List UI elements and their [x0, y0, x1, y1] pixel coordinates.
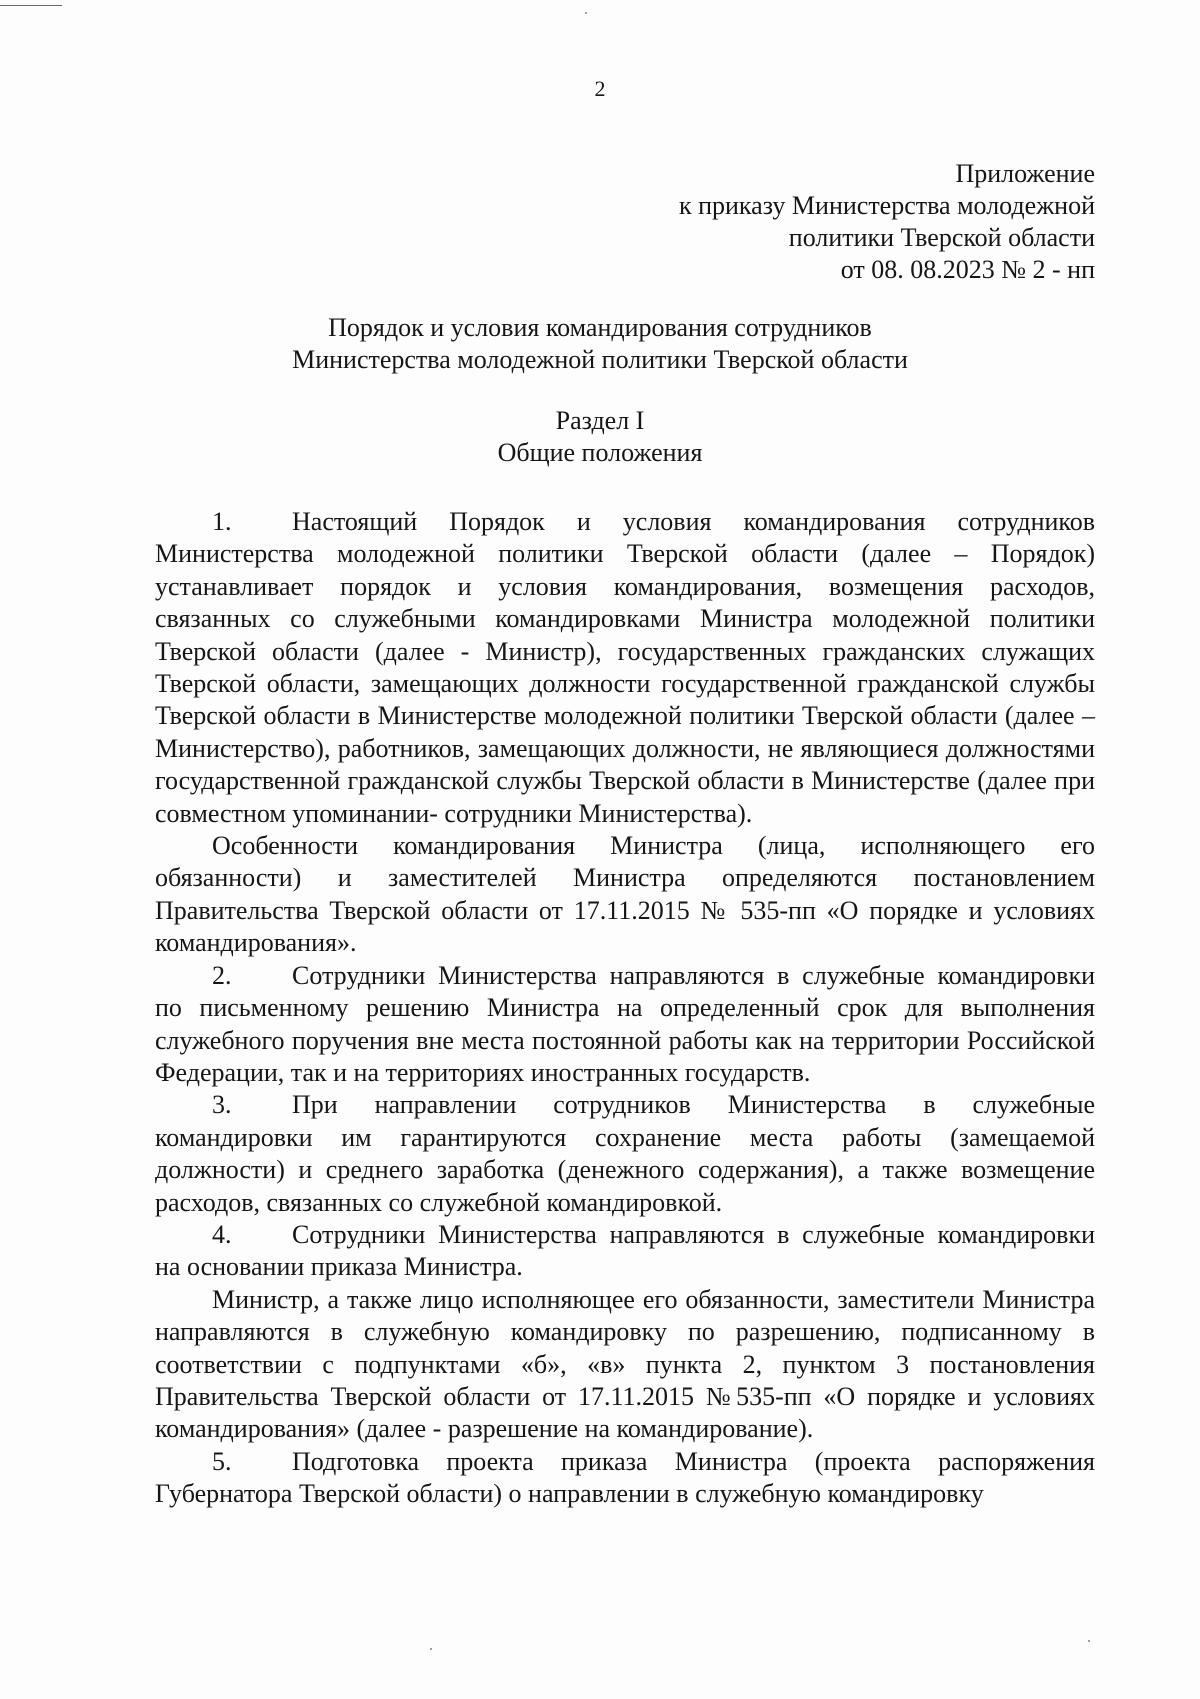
paragraph-number: 1.	[212, 507, 232, 536]
appendix-line: к приказу Министерства молодежной	[678, 191, 1095, 220]
section-heading	[0, 405, 1200, 469]
paragraph-number: 2.	[212, 960, 232, 990]
scan-speck	[430, 1648, 432, 1650]
paragraph-text: Особенности командирования Министра (лица, исполняющего его обязанности) и заместителей Министра определяются постановлением Правительства Тверской области от 17.11.2015 № 535-пп «О порядке и условиях командирования».	[155, 831, 1095, 958]
paragraph-text: Сотрудники Министерства направляются в служебные командировки по письменному решению Министра на определенный срок для выполнения служебного поручения вне места постоянной работы как на территории Российской Федерации, так и на территориях иностранных государств.	[155, 960, 1095, 1087]
paragraph	[155, 1219, 1095, 1284]
paragraph-number: 5.	[212, 1446, 232, 1476]
paragraph	[155, 1284, 1095, 1446]
page-number: 2	[594, 76, 606, 101]
paragraph-number: 3.	[212, 1090, 232, 1120]
paragraph-number: 4.	[212, 1219, 232, 1249]
appendix-block	[679, 158, 1095, 286]
body-text	[155, 506, 1095, 1511]
scan-speck	[585, 12, 587, 14]
paragraph	[155, 830, 1095, 960]
section-number: Раздел I	[555, 406, 645, 435]
paragraph	[155, 1446, 1095, 1511]
section-name: Общие положения	[497, 438, 703, 467]
appendix-line: Приложение	[955, 159, 1095, 188]
paragraph-text: Сотрудники Министерства направляются в служебные командировки на основании приказа Министра.	[155, 1219, 1095, 1282]
paragraph	[155, 506, 1095, 830]
scan-speck	[1088, 1640, 1090, 1642]
paragraph-text: Министр, а также лицо исполняющее его обязанности, заместители Министра направляются в служебную командировку по разрешению, подписанному в соответствии с подпунктами «б», «в» пункта 2, пунктом 3 постановления Правительства Тверской области от 17.11.2015 №535-пп «О порядке и условиях командирования» (далее - разрешение на командирование).	[155, 1284, 1095, 1444]
document-title	[0, 312, 1200, 376]
paragraph-text: Настоящий Порядок и условия командирования сотрудников Министерства молодежной политики Тверской области (далее – Порядок) устанавливает порядок и условия командирования, возмещения расходов, связанных со служебными командировками Министра молодежной политики Тверской области (далее - Министр), государственных гражданских служащих Тверской области, замещающих должности государственной гражданской службы Тверской области в Министерстве молодежной политики Тверской области (далее – Министерство), работников, замещающих должности, не являющиеся должностями государственной гражданской службы Тверской области в Министерстве (далее при совместном упоминании- сотрудники Министерства).	[155, 507, 1095, 828]
scan-edge-line	[0, 5, 62, 6]
appendix-line: политики Тверской области	[788, 223, 1095, 252]
paragraph	[155, 1089, 1095, 1219]
title-line: Министерства молодежной политики Тверской области	[292, 345, 908, 374]
paragraph-text: Подготовка проекта приказа Министра (проекта распоряжения Губернатора Тверской области) о направлении в служебную командировку	[155, 1446, 1095, 1509]
title-line: Порядок и условия командирования сотрудников	[328, 313, 872, 342]
paragraph-text: При направлении сотрудников Министерства в служебные командировки им гарантируются сохранение места работы (замещаемой должности) и среднего заработка (денежного содержания), а также возмещение расходов, связанных со служебной командировкой.	[155, 1090, 1095, 1217]
paragraph	[155, 960, 1095, 1090]
appendix-line: от 08. 08.2023 № 2 - нп	[840, 255, 1095, 284]
